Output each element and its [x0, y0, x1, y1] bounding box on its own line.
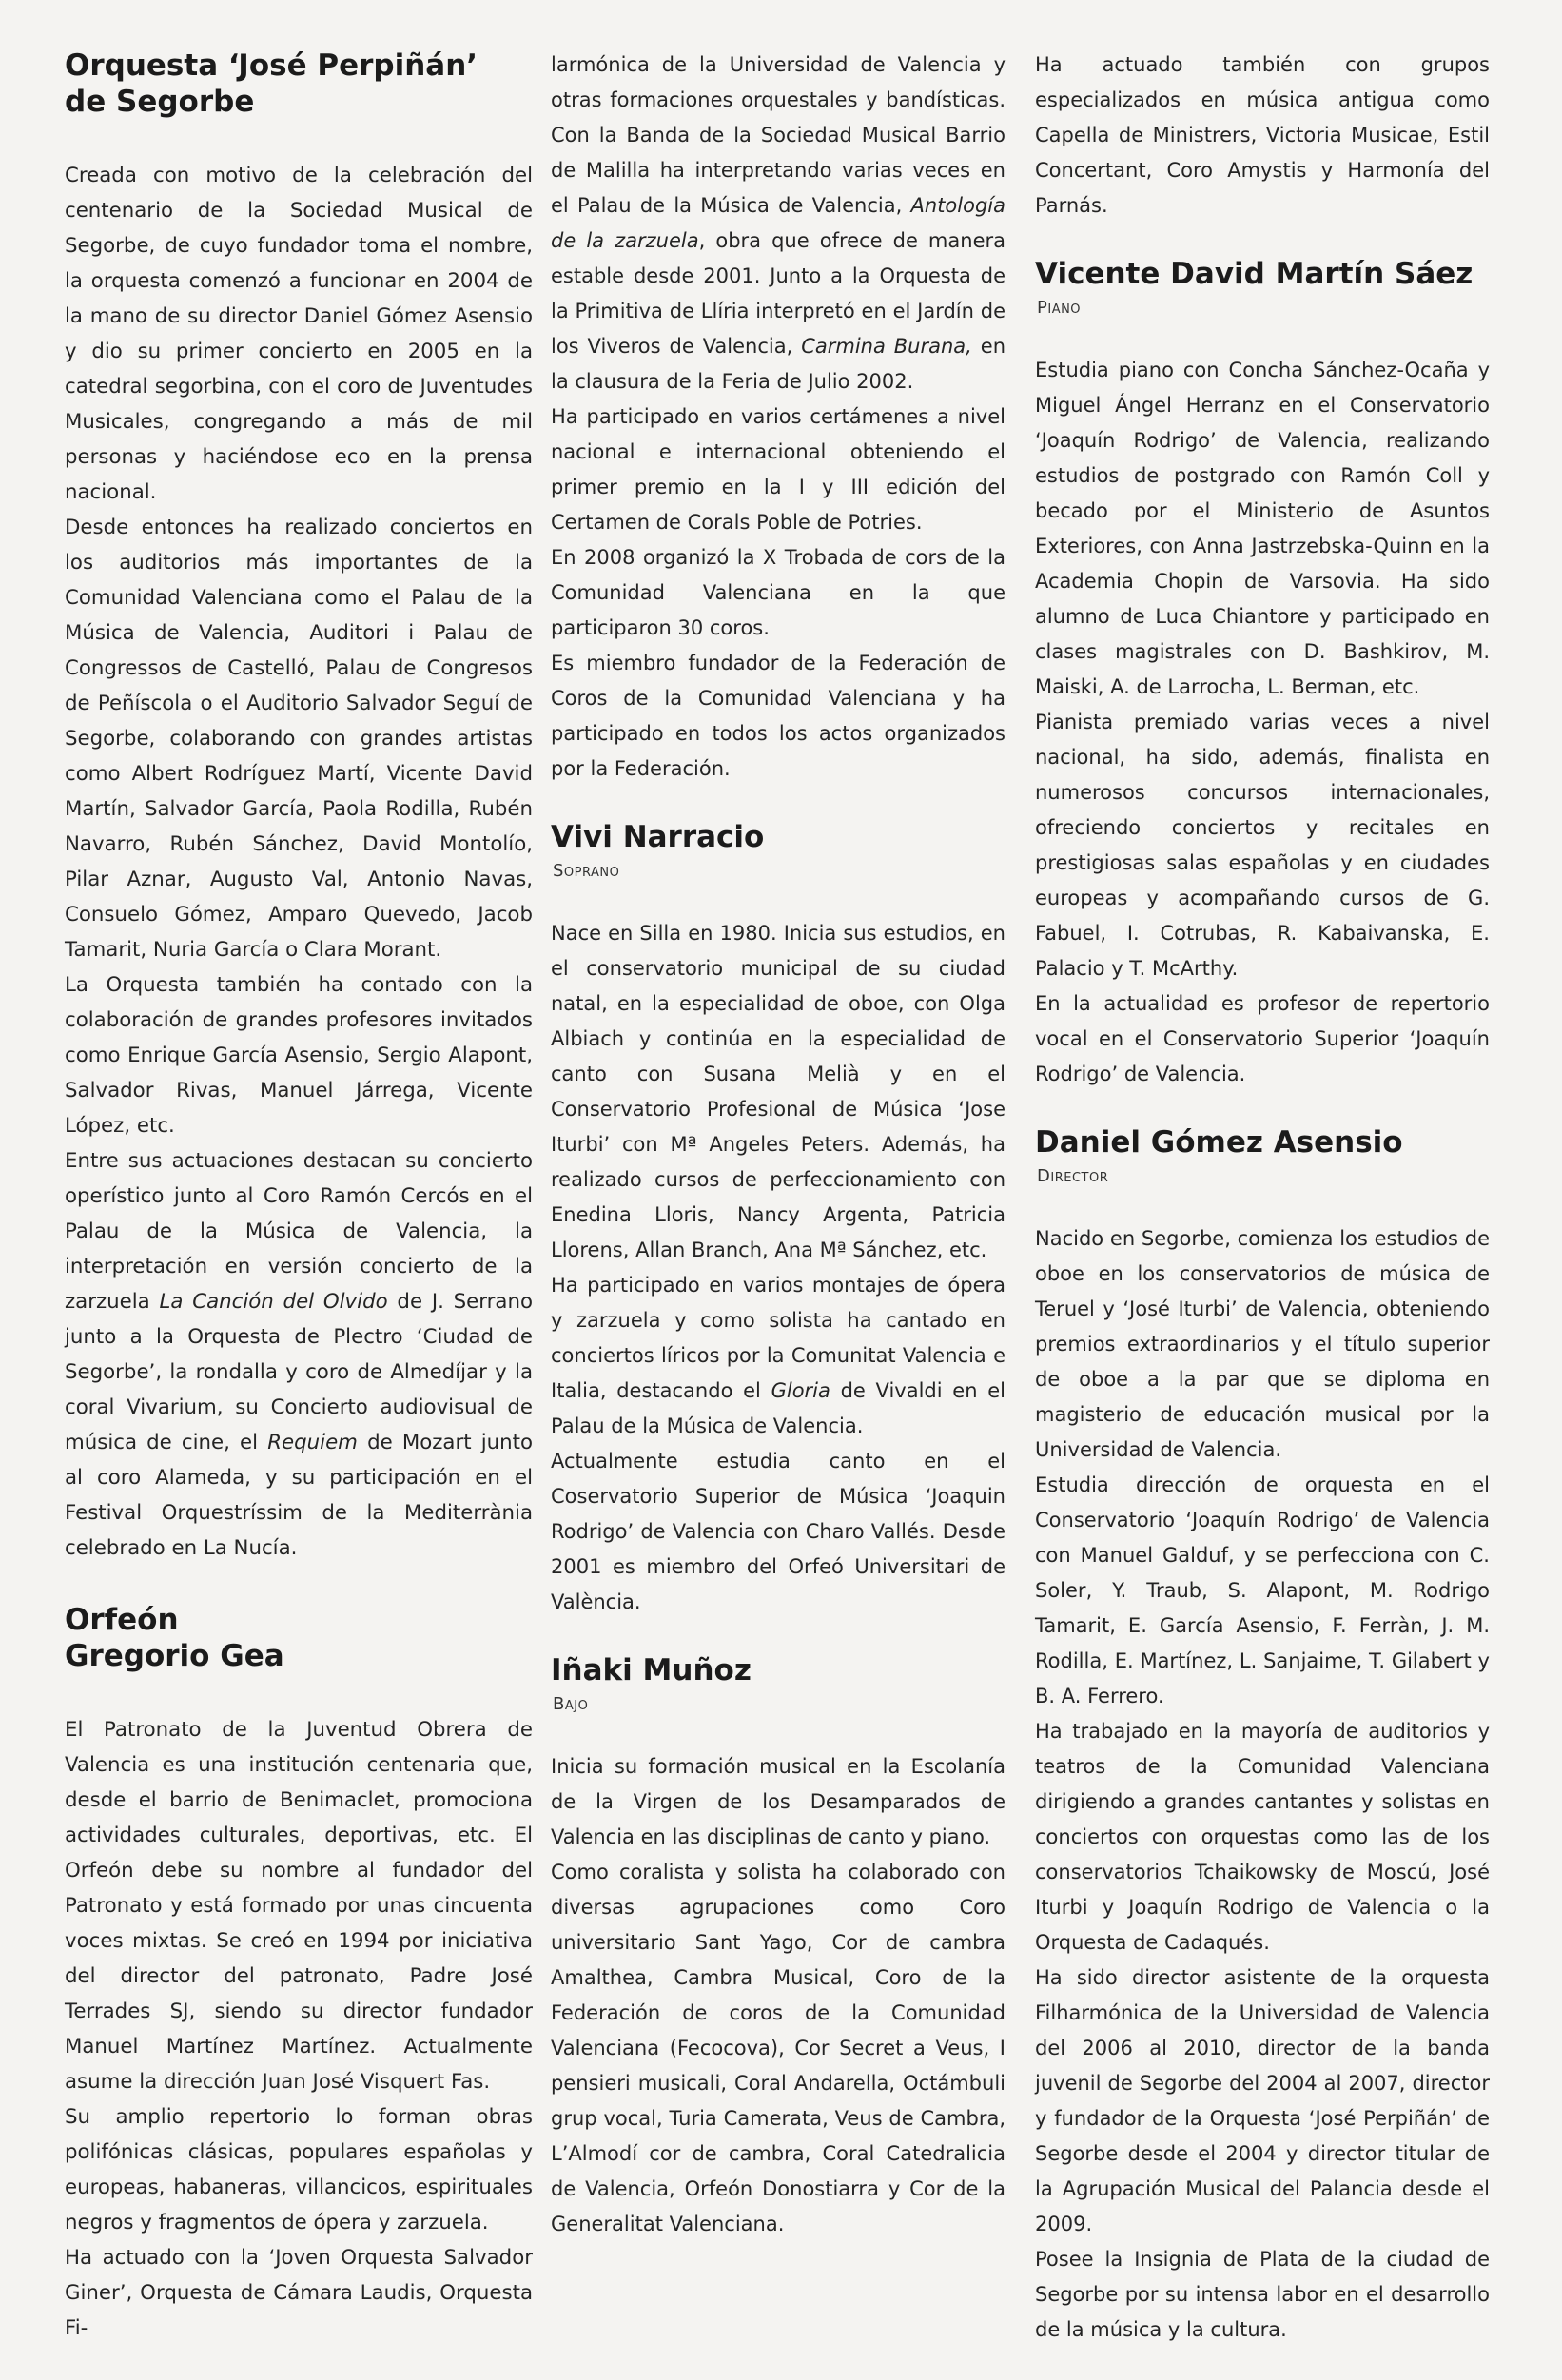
- role-vivi: Soprano: [553, 861, 620, 881]
- orfeon-paragraph-3-cont: [551, 48, 1006, 400]
- inaki-paragraph-1: Inicia su formación musical en la Escolanía de la Virgen de los Desamparados de Valencia en las disciplinas de canto y piano.: [551, 1755, 1006, 1848]
- orfeon-p3-cont-text: larmónica de la Universidad de Valencia y otras formaciones orquestales y bandísticas. Con la Banda de la Sociedad Musical Barrio de Malilla ha interpretando varias veces en el Palau de la Música de Valencia,: [551, 53, 1006, 217]
- daniel-body: [1035, 1221, 1490, 2348]
- inaki-paragraph-2: Como coralista y solista ha colaborado con diversas agrupaciones como Coro universitario Sant Yago, Cor de cambra Amalthea, Cambra Musical, Coro de la Federación de coros de la Comunidad Valenciana (Fecocova), Cor Secret a Veus, I pensieri musicali, Coral Andarella, Octámbuli grup vocal, Turia Camerata, Veus de Cambra, L’Almodí cor de cambra, Coral Catedralicia de Valencia, Orfeón Donostiarra y Cor de la Generalitat Valenciana.: [551, 1861, 1006, 2235]
- vicente-body: [1035, 353, 1490, 1092]
- orfeon-paragraph-1: El Patronato de la Juventud Obrera de Valencia es una institución centenaria que, desde el barrio de Benimaclet, promociona actividades culturales, deportivas, etc. El Orfeón debe su nombre al fundador del Patronato y está formado por unas cincuenta voces mixtas. Se creó en 1994 por iniciativa del director del patronato, Padre José Terrades SJ, siendo su director fundador Manuel Martínez Martínez. Actualmente asume la dirección Juan José Visquert Fas.: [65, 1718, 533, 2094]
- vicente-paragraph-2: Pianista premiado varias veces a nivel nacional, ha sido, además, finalista en numerosos concursos internacionales, ofreciendo conciertos y recitales en prestigiosas salas españolas y en ciudades europeas y acompañando cursos de G. Fabuel, I. Cotrubas, R. Kabaivanska, E. Palacio y T. McArthy.: [1035, 711, 1490, 980]
- orquesta-p4-c: de J. Serrano junto a la Orquesta de Plectro ‘Ciudad de Segorbe’, la rondalla y coro de Almedíjar y la coral Vivarium, su Concierto audiovisual de música de cine, el: [65, 1290, 533, 1454]
- section-orfeon: [65, 1602, 533, 2346]
- orfeon-p3-italic: Antología de la zarzuela: [551, 194, 1006, 252]
- column-1: [65, 38, 533, 2378]
- orfeon-paragraph-6: Es miembro fundador de la Federación de Coros de la Comunidad Valenciana y ha participado en todos los actos organizados por la Federación.: [551, 652, 1006, 780]
- section-daniel: [1035, 1124, 1490, 2348]
- heading-vicente: Vicente David Martín Sáez: [1035, 257, 1474, 291]
- orfeon-paragraph-4: Ha participado en varios certámenes a nivel nacional e internacional obteniendo el primer premio en la I y III edición del Certamen de Corals Poble de Potries.: [551, 405, 1006, 534]
- vivi-paragraph-2: [551, 1268, 1006, 1444]
- orfeon-body: [65, 1712, 533, 2346]
- column-3: [1035, 38, 1490, 2380]
- orfeon-paragraph-3-start: [65, 2240, 533, 2346]
- vicente-paragraph-3: En la actualidad es profesor de repertorio vocal en el Conservatorio Superior ‘Joaquín Rodrigo’ de Valencia.: [1035, 992, 1490, 1085]
- orquesta-paragraph-1: Creada con motivo de la celebración del centenario de la Sociedad Musical de Segorbe, de cuyo fundador toma el nombre, la orquesta comenzó a funcionar en 2004 de la mano de su director Daniel Gómez Asensio y dio su primer concierto en 2005 en la catedral segorbina, con el coro de Juventudes Musicales, congregando a más de mil personas y haciéndose eco en la prensa nacional.: [65, 164, 533, 504]
- orquesta-p4-a: Entre sus actuaciones destacan su concierto operístico junto al Coro Ramón Cercós en el Palau de la Música de Valencia, la interpretación en versión concierto de la zarzuela: [65, 1149, 533, 1314]
- heading-orquesta-line2: de Segorbe: [65, 85, 255, 119]
- role-vicente: Piano: [1037, 298, 1082, 318]
- role-daniel: Director: [1037, 1166, 1109, 1186]
- section-orquesta: [65, 48, 533, 1566]
- vivi-paragraph-1: Nace en Silla en 1980. Inicia sus estudios, en el conservatorio municipal de su ciudad natal, en la especialidad de oboe, con Olga Albiach y continúa en la especialidad de canto con Susana Melià y en el Conservatorio Profesional de Música ‘Jose Iturbi’ con Mª Angeles Peters. Además, ha realizado cursos de perfeccionamiento con Enedina Lloris, Nancy Argenta, Patricia Llorens, Allan Branch, Ana Mª Sánchez, etc.: [551, 922, 1006, 1261]
- orfeon-p3-b: , obra que ofrece de manera estable desde 2001. Junto a la Orquesta de la Primitiva de Llíria interpretó en el Jardín de los Viveros de Valencia,: [551, 229, 1006, 358]
- column-2: [551, 38, 1006, 2274]
- inaki-paragraph-3: Ha actuado también con grupos especializados en música antigua como Capella de Ministrers, Victoria Musicae, Estil Concertant, Coro Amystis y Harmonía del Parnás.: [1035, 53, 1490, 217]
- heading-orfeon-line2: Gregorio Gea: [65, 1639, 284, 1673]
- vivi-p2-a: Ha participado en varios montajes de ópera y zarzuela y como solista ha cantado en conciertos líricos por la Comunitat Valencia e Italia, destacando el: [551, 1274, 1006, 1402]
- daniel-paragraph-1: Nacido en Segorbe, comienza los estudios de oboe en los conservatorios de música de Teruel y ‘José Iturbi’ de Valencia, obteniendo premios extraordinarios y el título superior de oboe a la par que se diploma en magisterio de educación musical por la Universidad de Valencia.: [1035, 1227, 1490, 1461]
- orfeon-p3-c: en la clausura de la Feria de Julio 2002.: [551, 335, 1006, 393]
- daniel-paragraph-2: Estudia dirección de orquesta en el Conservatorio ‘Joaquín Rodrigo’ de Valencia con Manuel Galduf, y se perfecciona con C. Soler, Y. Traub, S. Alapont, M. Rodrigo Tamarit, E. García Asensio, F. Ferràn, J. M. Rodilla, E. Martínez, L. Sanjaime, T. Gilabert y B. A. Ferrero.: [1035, 1473, 1490, 1707]
- orquesta-p4-italic-title: La Canción del Olvido: [159, 1290, 388, 1314]
- orquesta-body: [65, 158, 533, 1566]
- section-vivi: [551, 819, 1006, 1620]
- heading-inaki: Iñaki Muñoz: [551, 1653, 752, 1687]
- section-vicente: [1035, 256, 1490, 1092]
- vivi-p2-b: de Vivaldi en el Palau de la Música de Valencia.: [551, 1379, 1006, 1437]
- orfeon-paragraph-2: Su amplio repertorio lo forman obras polifónicas clásicas, populares españolas y europeas, habaneras, villancicos, espirituales negros y fragmentos de ópera y zarzuela.: [65, 2105, 533, 2234]
- role-inaki: Bajo: [553, 1694, 589, 1714]
- heading-orfeon: [65, 1602, 533, 1674]
- inaki-body: [551, 1749, 1006, 2242]
- orfeon-body-continued: [551, 48, 1006, 787]
- heading-vivi: Vivi Narracio: [551, 820, 765, 854]
- vivi-body: [551, 916, 1006, 1620]
- heading-orquesta: [65, 48, 533, 120]
- section-inaki: [551, 1652, 1006, 2242]
- orquesta-paragraph-4: [65, 1143, 533, 1566]
- orfeon-p3-text: Ha actuado con la ‘Joven Orquesta Salvador Giner’, Orquesta de Cámara Laudis, Orquesta Fi-: [65, 2246, 533, 2340]
- daniel-paragraph-4: Ha sido director asistente de la orquesta Filharmónica de la Universidad de Valencia del 2006 al 2010, director de la banda juvenil de Segorbe del 2004 al 2007, director y fundador de la Orquesta ‘José Perpiñán’ de Segorbe desde el 2004 y director titular de la Agrupación Musical del Palancia desde el 2009.: [1035, 1966, 1490, 2235]
- orquesta-paragraph-2: Desde entonces ha realizado conciertos en los auditorios más importantes de la Comunidad Valenciana como el Palau de la Música de Valencia, Auditori i Palau de Congressos de Castelló, Palau de Congresos de Peñíscola o el Auditorio Salvador Seguí de Segorbe, colaborando con grandes artistas como Albert Rodríguez Martí, Vicente David Martín, Salvador García, Paola Rodilla, Rubén Navarro, Rubén Sánchez, David Montolío, Pilar Aznar, Augusto Val, Antonio Navas, Consuelo Gómez, Amparo Quevedo, Jacob Tamarit, Nuria García o Clara Morant.: [65, 516, 533, 962]
- orquesta-paragraph-3: La Orquesta también ha contado con la colaboración de grandes profesores invitados como Enrique García Asensio, Sergio Alapont, Salvador Rivas, Manuel Járrega, Vicente López, etc.: [65, 973, 533, 1138]
- inaki-body-continued: [1035, 48, 1490, 224]
- section-inaki-continued: [1035, 48, 1490, 224]
- orfeon-paragraph-5: En 2008 organizó la X Trobada de cors de la Comunidad Valenciana en la que participaron 30 coros.: [551, 546, 1006, 639]
- orfeon-p3-italic2: Carmina Burana,: [801, 335, 972, 358]
- section-orfeon-continued: [551, 48, 1006, 787]
- heading-orfeon-line1: Orfeón: [65, 1603, 179, 1637]
- heading-daniel: Daniel Gómez Asensio: [1035, 1125, 1403, 1160]
- orquesta-p4-e: de Mozart junto al coro Alameda, y su participación en el Festival Orquestríssim de la Mediterrània celebrado en La Nucía.: [65, 1431, 534, 1560]
- heading-orquesta-line1: Orquesta ‘José Perpiñán’: [65, 49, 478, 83]
- vicente-paragraph-1: Estudia piano con Concha Sánchez-Ocaña y Miguel Ángel Herranz en el Conservatorio ‘Joaquín Rodrigo’ de Valencia, realizando estudios de postgrado con Ramón Coll y becado por el Ministerio de Asuntos Exteriores, con Anna Jastrzebska-Quinn en la Academia Chopin de Varsovia. Ha sido alumno de Luca Chiantore y participado en clases magistrales con D. Bashkirov, M. Maiski, A. de Larrocha, L. Berman, etc.: [1035, 359, 1490, 698]
- vivi-paragraph-3: Actualmente estudia canto en el Coservatorio Superior de Música ‘Joaquin Rodrigo’ de Valencia con Charo Vallés. Desde 2001 es miembro del Orfeó Universitari de València.: [551, 1450, 1006, 1613]
- orquesta-p4-italic-requiem: Requiem: [267, 1431, 358, 1454]
- vivi-p2-italic: Gloria: [771, 1379, 830, 1402]
- daniel-paragraph-5: Posee la Insignia de Plata de la ciudad de Segorbe por su intensa labor en el desarrollo de la música y la cultura.: [1035, 2248, 1490, 2341]
- daniel-paragraph-3: Ha trabajado en la mayoría de auditorios y teatros de la Comunidad Valenciana dirigiendo a grandes cantantes y solistas en conciertos con orquestas como las de los conservatorios Tchaikowsky de Moscú, José Iturbi y Joaquín Rodrigo de Valencia o la Orquesta de Cadaqués.: [1035, 1720, 1490, 1954]
